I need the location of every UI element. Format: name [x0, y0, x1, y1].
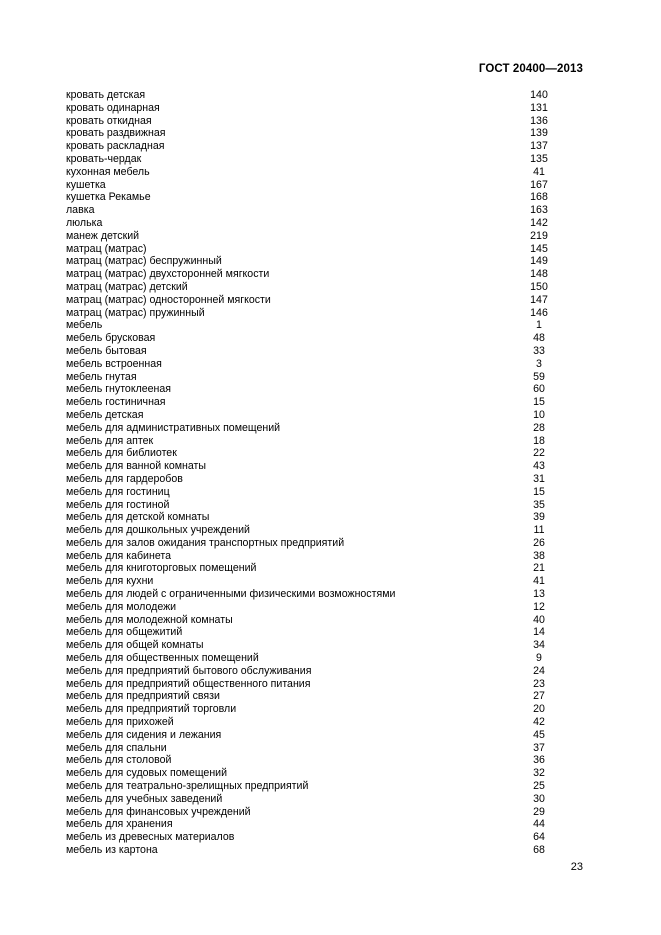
index-term: матрац (матрас) односторонней мягкости — [66, 293, 271, 306]
index-entry — [66, 588, 546, 601]
index-term-number: 167 — [530, 178, 548, 191]
index-term: мебель для залов ожидания транспортных предприятий — [66, 536, 345, 549]
index-entry — [66, 754, 546, 767]
index-entry — [66, 690, 546, 703]
index-term: мебель — [66, 319, 103, 332]
index-entry — [66, 831, 546, 844]
index-term-number: 24 — [533, 664, 545, 677]
index-term-number: 136 — [530, 114, 548, 127]
index-term: мебель для предприятий торговли — [66, 703, 237, 716]
index-term-number: 42 — [533, 716, 545, 729]
index-term-number: 37 — [533, 741, 545, 754]
index-term: мебель гостиничная — [66, 396, 166, 409]
index-term: мебель для книготорговых помещений — [66, 562, 257, 575]
index-entry — [66, 524, 546, 537]
index-term: мебель для административных помещений — [66, 421, 281, 434]
index-term-number: 137 — [530, 140, 548, 153]
index-term-number: 29 — [533, 805, 545, 818]
index-entry — [66, 281, 546, 294]
index-term: люлька — [66, 216, 103, 229]
index-term-number: 22 — [533, 447, 545, 460]
index-term: мебель для предприятий связи — [66, 690, 220, 703]
index-term: мебель для дошкольных учреждений — [66, 524, 250, 537]
index-term: мебель встроенная — [66, 357, 162, 370]
index-term: матрац (матрас) детский — [66, 280, 188, 293]
index-term-number: 39 — [533, 511, 545, 524]
index-entry — [66, 639, 546, 652]
index-entry — [66, 191, 546, 204]
index-term: кровать детская — [66, 89, 146, 101]
index-entry — [66, 319, 546, 332]
index-term: мебель для общей комнаты — [66, 639, 204, 652]
index-entry — [66, 703, 546, 716]
index-entry — [66, 204, 546, 217]
index-term-number: 36 — [533, 754, 545, 767]
index-term-number: 149 — [530, 255, 548, 268]
index-term-number: 21 — [533, 562, 545, 575]
index-entry — [66, 716, 546, 729]
index-entry — [66, 793, 546, 806]
index-term: кровать-чердак — [66, 152, 142, 165]
index-term: мебель для молодежи — [66, 600, 177, 613]
index-term-number: 27 — [533, 690, 545, 703]
index-term-number: 33 — [533, 344, 545, 357]
index-term-number: 12 — [533, 600, 545, 613]
index-term: кровать одинарная — [66, 101, 160, 114]
index-term: мебель для гостиниц — [66, 485, 170, 498]
index-term: мебель для хранения — [66, 818, 173, 831]
index-entry — [66, 255, 546, 268]
index-entry — [66, 844, 546, 857]
standard-designation: ГОСТ 20400—2013 — [478, 63, 583, 75]
index-term: кровать раскладная — [66, 140, 165, 153]
index-entry — [66, 652, 546, 665]
index-term: мебель для гостиной — [66, 498, 170, 511]
index-term-number: 68 — [533, 844, 545, 857]
index-entry — [66, 409, 546, 422]
index-term: мебель из древесных материалов — [66, 831, 235, 844]
index-entry — [66, 217, 546, 230]
index-entry — [66, 345, 546, 358]
index-entry — [66, 166, 546, 179]
index-term-number: 26 — [533, 536, 545, 549]
index-term-number: 32 — [533, 767, 545, 780]
index-entry — [66, 818, 546, 831]
index-term: мебель для гардеробов — [66, 472, 183, 485]
index-term: мебель для спальни — [66, 741, 167, 754]
index-term-number: 142 — [530, 216, 548, 229]
index-term: мебель для предприятий общественного питания — [66, 677, 311, 690]
index-term-number: 147 — [530, 293, 548, 306]
index-entry — [66, 742, 546, 755]
index-term-number: 43 — [533, 460, 545, 473]
index-term: мебель для предприятий бытового обслуживания — [66, 664, 312, 677]
index-term: мебель для прихожей — [66, 716, 174, 729]
index-term-number: 131 — [530, 101, 548, 114]
index-term-number: 145 — [530, 242, 548, 255]
index-term-number: 11 — [533, 524, 545, 537]
index-entry — [66, 537, 546, 550]
index-entry — [66, 575, 546, 588]
index-entry — [66, 89, 546, 102]
index-term: мебель для молодежной комнаты — [66, 613, 233, 626]
index-term: кушетка Рекамье — [66, 191, 151, 204]
index-entry — [66, 550, 546, 563]
index-term-number: 44 — [533, 818, 545, 831]
index-term: мебель для общественных помещений — [66, 652, 259, 665]
index-entry — [66, 179, 546, 192]
index-term-number: 3 — [536, 357, 542, 370]
index-term-number: 28 — [533, 421, 545, 434]
index-entry — [66, 153, 546, 166]
index-term-number: 64 — [533, 831, 545, 844]
index-entry — [66, 268, 546, 281]
index-term-number: 219 — [530, 229, 548, 242]
index-term: мебель для столовой — [66, 754, 172, 767]
index-entry — [66, 447, 546, 460]
alphabetical-index — [66, 89, 546, 857]
index-term: манеж детский — [66, 229, 140, 242]
index-term: мебель гнутоклееная — [66, 383, 172, 396]
index-term-number: 15 — [533, 485, 545, 498]
index-term: мебель гнутая — [66, 370, 137, 383]
index-term: матрац (матрас) беспружинный — [66, 255, 222, 268]
index-entry — [66, 102, 546, 115]
index-term: мебель для общежитий — [66, 626, 183, 639]
index-entry — [66, 435, 546, 448]
index-entry — [66, 383, 546, 396]
index-term: кухонная мебель — [66, 165, 150, 178]
index-term: кровать раздвижная — [66, 127, 166, 140]
index-entry — [66, 499, 546, 512]
index-entry — [66, 511, 546, 524]
index-entry — [66, 294, 546, 307]
index-term-number: 10 — [533, 408, 545, 421]
index-entry — [66, 614, 546, 627]
index-term: мебель для детской комнаты — [66, 511, 210, 524]
index-term: кровать откидная — [66, 114, 152, 127]
index-term: матрац (матрас) пружинный — [66, 306, 205, 319]
index-term: мебель для финансовых учреждений — [66, 805, 251, 818]
index-term: кушетка — [66, 178, 106, 191]
index-entry — [66, 127, 546, 140]
index-term-number: 14 — [533, 626, 545, 639]
index-term: матрац (матрас) — [66, 242, 147, 255]
index-entry — [66, 767, 546, 780]
index-entry — [66, 562, 546, 575]
index-entry — [66, 665, 546, 678]
index-term-number: 9 — [536, 652, 542, 665]
index-entry — [66, 806, 546, 819]
index-term: мебель для библиотек — [66, 447, 177, 460]
index-term-number: 139 — [530, 127, 548, 140]
index-term-number: 20 — [533, 703, 545, 716]
index-term-number: 135 — [530, 152, 548, 165]
index-entry — [66, 230, 546, 243]
index-term: мебель бытовая — [66, 344, 147, 357]
index-entry — [66, 332, 546, 345]
index-entry — [66, 460, 546, 473]
index-term: мебель из картона — [66, 844, 158, 857]
index-term: мебель для судовых помещений — [66, 767, 228, 780]
index-term-number: 140 — [530, 89, 548, 101]
index-term-number: 163 — [530, 204, 548, 217]
index-term-number: 23 — [533, 677, 545, 690]
index-term-number: 35 — [533, 498, 545, 511]
index-term-number: 38 — [533, 549, 545, 562]
index-term-number: 150 — [530, 280, 548, 293]
index-entry — [66, 422, 546, 435]
index-entry — [66, 396, 546, 409]
index-term: мебель для сидения и лежания — [66, 728, 222, 741]
index-entry — [66, 473, 546, 486]
document-header — [479, 63, 583, 75]
index-term-number: 59 — [533, 370, 545, 383]
index-term: лавка — [66, 204, 95, 217]
index-entry — [66, 678, 546, 691]
index-term-number: 148 — [530, 268, 548, 281]
index-term-number: 31 — [533, 472, 545, 485]
index-term-number: 168 — [530, 191, 548, 204]
index-term-number: 40 — [533, 613, 545, 626]
index-entry — [66, 729, 546, 742]
index-term-number: 30 — [533, 792, 545, 805]
index-term-number: 146 — [530, 306, 548, 319]
index-entry — [66, 486, 546, 499]
index-term-number: 1 — [536, 319, 542, 332]
index-entry — [66, 780, 546, 793]
index-term: мебель для кабинета — [66, 549, 171, 562]
page-number: 23 — [570, 861, 583, 873]
index-term-number: 48 — [533, 332, 545, 345]
index-term: мебель брусковая — [66, 332, 156, 345]
index-term-number: 25 — [533, 780, 545, 793]
index-term: мебель для учебных заведений — [66, 792, 223, 805]
index-entry — [66, 115, 546, 128]
index-term-number: 41 — [533, 575, 545, 588]
index-entry — [66, 626, 546, 639]
index-term-number: 15 — [533, 396, 545, 409]
index-term-number: 18 — [533, 434, 545, 447]
index-entry — [66, 140, 546, 153]
index-term: мебель для театрально-зрелищных предприятий — [66, 780, 309, 793]
index-entry — [66, 358, 546, 371]
index-term-number: 45 — [533, 728, 545, 741]
index-term-number: 13 — [533, 588, 545, 601]
index-term: мебель для ванной комнаты — [66, 460, 206, 473]
index-term: мебель детская — [66, 408, 144, 421]
index-term: мебель для людей с ограниченными физическими возможностями — [66, 588, 396, 601]
index-term: мебель для аптек — [66, 434, 154, 447]
index-term: матрац (матрас) двухсторонней мягкости — [66, 268, 270, 281]
index-term-number: 41 — [533, 165, 545, 178]
index-term: мебель для кухни — [66, 575, 154, 588]
index-entry — [66, 307, 546, 320]
index-entry — [66, 601, 546, 614]
index-term-number: 34 — [533, 639, 545, 652]
index-entry — [66, 243, 546, 256]
index-term-number: 60 — [533, 383, 545, 396]
index-entry — [66, 371, 546, 384]
